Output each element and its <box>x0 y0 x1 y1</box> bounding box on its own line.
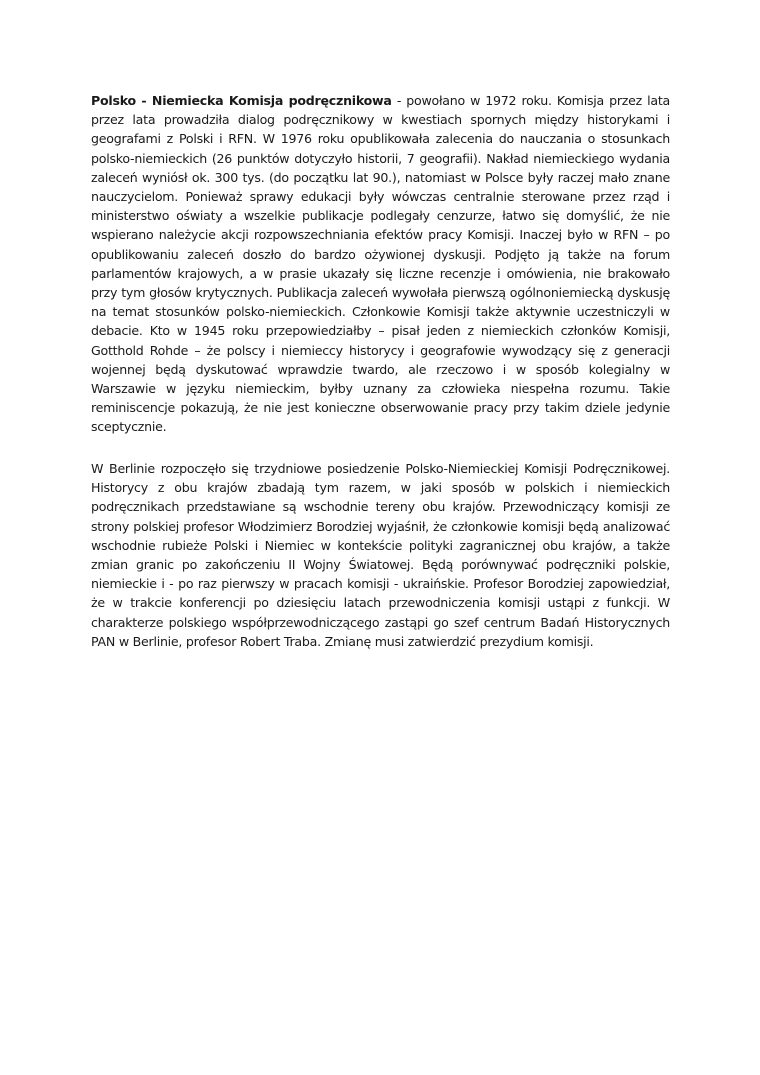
paragraph-commission-history <box>91 91 670 437</box>
paragraph-body <box>91 91 670 437</box>
paragraph-berlin-meeting <box>91 459 670 651</box>
paragraph-text: - powołano w 1972 roku. Komisja przez lata przez lata prowadziła dialog podręcznikowy w kwestiach spornych między historykami i geografami z Polski i RFN. W 1976 roku opublikowała zalecenia do nauczania o stosunkach polsko-niemieckich (26 punktów dotyczyło historii, 7 geografii). Nakład niemieckiego wydania zaleceń wyniósł ok. 300 tys. (do początku lat 90.), natomiast w Polsce były raczej mało znane nauczycielom. Ponieważ sprawy edukacji były wówczas centralnie sterowane przez rząd i ministerstwo oświaty a wszelkie publikacje podlegały cenzurze, łatwo się domyślić, że nie wspierano należycie akcji rozpowszechniania efektów pracy Komisji. Inaczej było w RFN – po opublikowaniu zaleceń doszło do bardzo ożywionej dyskusji. Podjęto ją także na forum parlamentów krajowych, a w prasie ukazały się liczne recenzje i omówienia, nie brakowało przy tym głosów krytycznych. Publikacja zaleceń wywołała pierwszą ogólnoniemiecką dyskusję na temat stosunków polsko-niemieckich. Członkowie Komisji także aktywnie uczestniczyli w debacie. Kto w 1945 roku przepowiedziałby – pisał jeden z niemieckich członków Komisji, Gotthold Rohde – że polscy i niemieccy historycy i geografowie wywodzący się z generacji wojennej będą dyskutować wprawdzie twardo, ale rzeczowo i w sposób kolegialny w Warszawie w języku niemieckim, byłby uznany za człowieka niespełna rozumu. Takie reminiscencje pokazują, że nie jest konieczne obserwowanie pracy przy takim dziele jedynie sceptycznie. <box>91 93 671 435</box>
paragraph-bold-lead: Polsko - Niemiecka Komisja podręcznikowa <box>91 93 392 108</box>
paragraph-text: W Berlinie rozpoczęło się trzydniowe posiedzenie Polsko-Niemieckiej Komisji Podręcznikowej. Historycy z obu krajów zbadają tym razem, w jaki sposób w polskich i niemieckich podręcznikach przedstawiane są wschodnie tereny obu krajów. Przewodniczący komisji ze strony polskiej profesor Włodzimierz Borodziej wyjaśnił, że członkowie komisji będą analizować wschodnie rubieże Polski i Niemiec w kontekście polityki zagranicznej obu krajów, a także zmian granic po zakończeniu II Wojny Światowej. Będą porównywać podręczniki polskie, niemieckie i - po raz pierwszy w pracach komisji - ukraińskie. Profesor Borodziej zapowiedział, że w trakcie konferencji po dziesięciu latach przewodniczenia komisji ustąpi z funkcji. W charakterze polskiego współprzewodniczącego zastąpi go szef centrum Badań Historycznych PAN w Berlinie, profesor Robert Traba. Zmianę musi zatwierdzić prezydium komisji. <box>91 461 670 649</box>
